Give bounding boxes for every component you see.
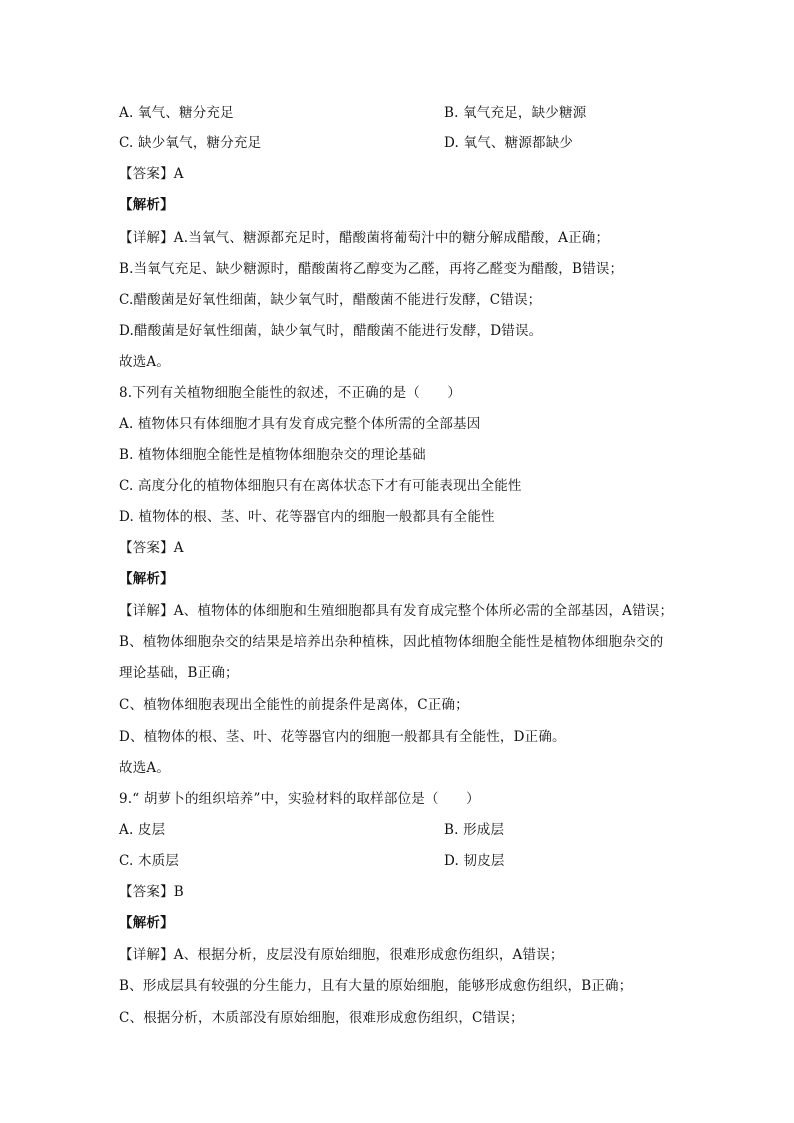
q9-detail-line: 【详解】A、根据分析，皮层没有原始细胞，很难形成愈伤组织，A错误； — [119, 947, 564, 963]
q9-stem: 9.“ 胡萝卜的组织培养”中，实验材料的取样部位是（ ） — [119, 791, 480, 807]
q8-option-b: B. 植物体细胞全能性是植物体细胞杂交的理论基础 — [119, 447, 426, 463]
q8-stem: 8.下列有关植物细胞全能性的叙述，不正确的是（ ） — [119, 385, 462, 401]
q7-answer: 【答案】A — [119, 166, 184, 182]
q7-detail-line: B.当氧气充足、缺少糖源时，醋酸菌将乙醇变为乙醛，再将乙醛变为醋酸，B错误； — [119, 261, 624, 277]
q9-detail-line: C、根据分析，木质部没有原始细胞，很难形成愈伤组织，C错误； — [119, 1010, 524, 1026]
q9-analysis-label: 【解析】 — [119, 915, 174, 931]
q7-option-d: D. 氧气、糖源都缺少 — [444, 135, 574, 151]
q7-option-a: A. 氧气、糖分充足 — [119, 105, 234, 121]
q9-option-c: C. 木质层 — [119, 853, 180, 869]
q7-analysis-label: 【解析】 — [119, 197, 174, 213]
q8-detail-line: 【详解】A、植物体的体细胞和生殖细胞都具有发育成完整个体所必需的全部基因，A错误； — [119, 603, 674, 619]
q9-option-d: D. 韧皮层 — [444, 853, 505, 869]
q8-detail-line: C、植物体细胞表现出全能性的前提条件是离体，C正确； — [119, 697, 469, 713]
q9-detail-line: B、形成层具有较强的分生能力，且有大量的原始细胞，能够形成愈伤组织，B正确； — [119, 978, 633, 994]
q8-detail-line: B、植物体细胞杂交的结果是培养出杂种植株，因此植物体细胞全能性是植物体细胞杂交的 — [119, 634, 664, 650]
q8-option-a: A. 植物体只有体细胞才具有发育成完整个体所需的全部基因 — [119, 416, 481, 432]
q8-option-d: D. 植物体的根、茎、叶、花等器官内的细胞一般都具有全能性 — [119, 509, 495, 525]
q7-detail-line: D.醋酸菌是好氧性细菌，缺少氧气时，醋酸菌不能进行发酵，D错误。 — [119, 323, 543, 339]
q7-option-b: B. 氧气充足，缺少糖源 — [444, 105, 587, 121]
q7-detail-line: 【详解】A.当氧气、糖源都充足时，醋酸菌将葡萄汁中的糖分解成醋酸，A正确； — [119, 230, 610, 246]
q9-answer: 【答案】B — [119, 884, 184, 900]
q7-detail-line: C.醋酸菌是好氧性细菌，缺少氧气时，醋酸菌不能进行发酵，C错误； — [119, 292, 542, 308]
q8-conclusion: 故选A。 — [119, 760, 171, 776]
q8-option-c: C. 高度分化的植物体细胞只有在离体状态下才有可能表现出全能性 — [119, 478, 522, 494]
q7-option-c: C. 缺少氧气，糖分充足 — [119, 135, 262, 151]
q8-detail-line: D、植物体的根、茎、叶、花等器官内的细胞一般都具有全能性，D正确。 — [119, 729, 566, 745]
q7-conclusion: 故选A。 — [119, 354, 171, 370]
q8-answer: 【答案】A — [119, 540, 184, 556]
q8-analysis-label: 【解析】 — [119, 571, 174, 587]
q9-option-b: B. 形成层 — [444, 822, 505, 838]
q9-option-a: A. 皮层 — [119, 822, 166, 838]
q8-detail-line: 理论基础，B正确； — [119, 665, 239, 681]
